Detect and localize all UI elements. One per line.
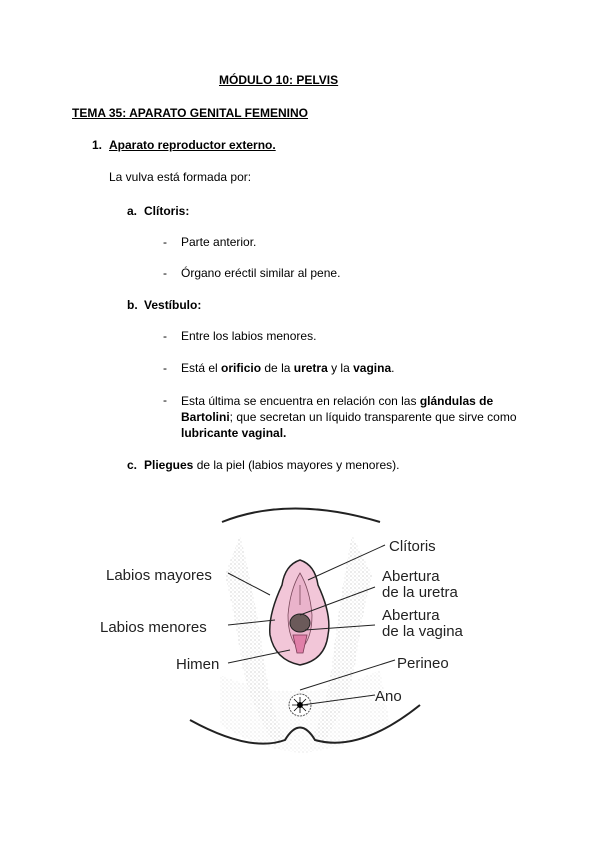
label-clitoris: Clítoris bbox=[389, 538, 436, 555]
bullet-dash: - bbox=[163, 393, 167, 407]
module-title: MÓDULO 10: PELVIS bbox=[219, 73, 339, 87]
anatomy-illustration bbox=[90, 495, 510, 795]
section-number: 1. bbox=[92, 138, 103, 152]
label-labios-mayores: Labios mayores bbox=[106, 567, 212, 584]
label-labios-menores: Labios menores bbox=[100, 619, 207, 636]
bullet-dash: - bbox=[163, 235, 167, 249]
bullet-text-bartolini bbox=[181, 393, 541, 441]
text-run-bold: orificio bbox=[221, 361, 262, 375]
item-a-letter: a. bbox=[127, 204, 138, 218]
text-run: . bbox=[391, 361, 395, 375]
item-b-letter: b. bbox=[127, 298, 138, 312]
item-c-rest: de la piel (labios mayores y menores). bbox=[193, 458, 400, 472]
item-b-title: Vestíbulo: bbox=[144, 298, 202, 312]
text-run-bold: lubricante vaginal. bbox=[181, 426, 287, 440]
item-a-title: Clítoris: bbox=[144, 204, 190, 218]
text-run-bold: uretra bbox=[293, 361, 328, 375]
item-c-text bbox=[144, 458, 399, 472]
section-intro: La vulva está formada por: bbox=[109, 170, 252, 184]
label-de-la-vagina: de la vagina bbox=[382, 623, 463, 640]
text-run: ; que secretan un líquido transparente que sirve como bbox=[229, 410, 517, 424]
section-title: Aparato reproductor externo. bbox=[109, 138, 276, 152]
label-himen: Himen bbox=[176, 656, 220, 673]
text-run: y la bbox=[327, 361, 354, 375]
bullet-dash: - bbox=[163, 266, 167, 280]
label-abertura-2: Abertura bbox=[382, 607, 440, 624]
label-de-la-uretra: de la uretra bbox=[382, 584, 458, 601]
bullet-text: Órgano eréctil similar al pene. bbox=[181, 266, 341, 280]
bullet-dash: - bbox=[163, 329, 167, 343]
bullet-dash: - bbox=[163, 361, 167, 375]
label-perineo: Perineo bbox=[397, 655, 449, 672]
bullet-text: Parte anterior. bbox=[181, 235, 257, 249]
text-run: de la bbox=[261, 361, 294, 375]
item-c-title: Pliegues bbox=[144, 458, 194, 472]
label-abertura-1: Abertura bbox=[382, 568, 440, 585]
text-run: Está el bbox=[181, 361, 222, 375]
text-run-bold: vagina bbox=[353, 361, 392, 375]
bullet-text: Entre los labios menores. bbox=[181, 329, 317, 343]
text-run-bold: glándulas de Bartolini bbox=[181, 394, 494, 424]
item-c-letter: c. bbox=[127, 458, 138, 472]
text-run: Esta última se encuentra en relación con las bbox=[181, 394, 420, 408]
bullet-text-orificio bbox=[181, 361, 394, 375]
topic-title: TEMA 35: APARATO GENITAL FEMENINO bbox=[72, 106, 309, 120]
vulva-anatomy-figure bbox=[90, 495, 510, 795]
label-ano: Ano bbox=[375, 688, 402, 705]
